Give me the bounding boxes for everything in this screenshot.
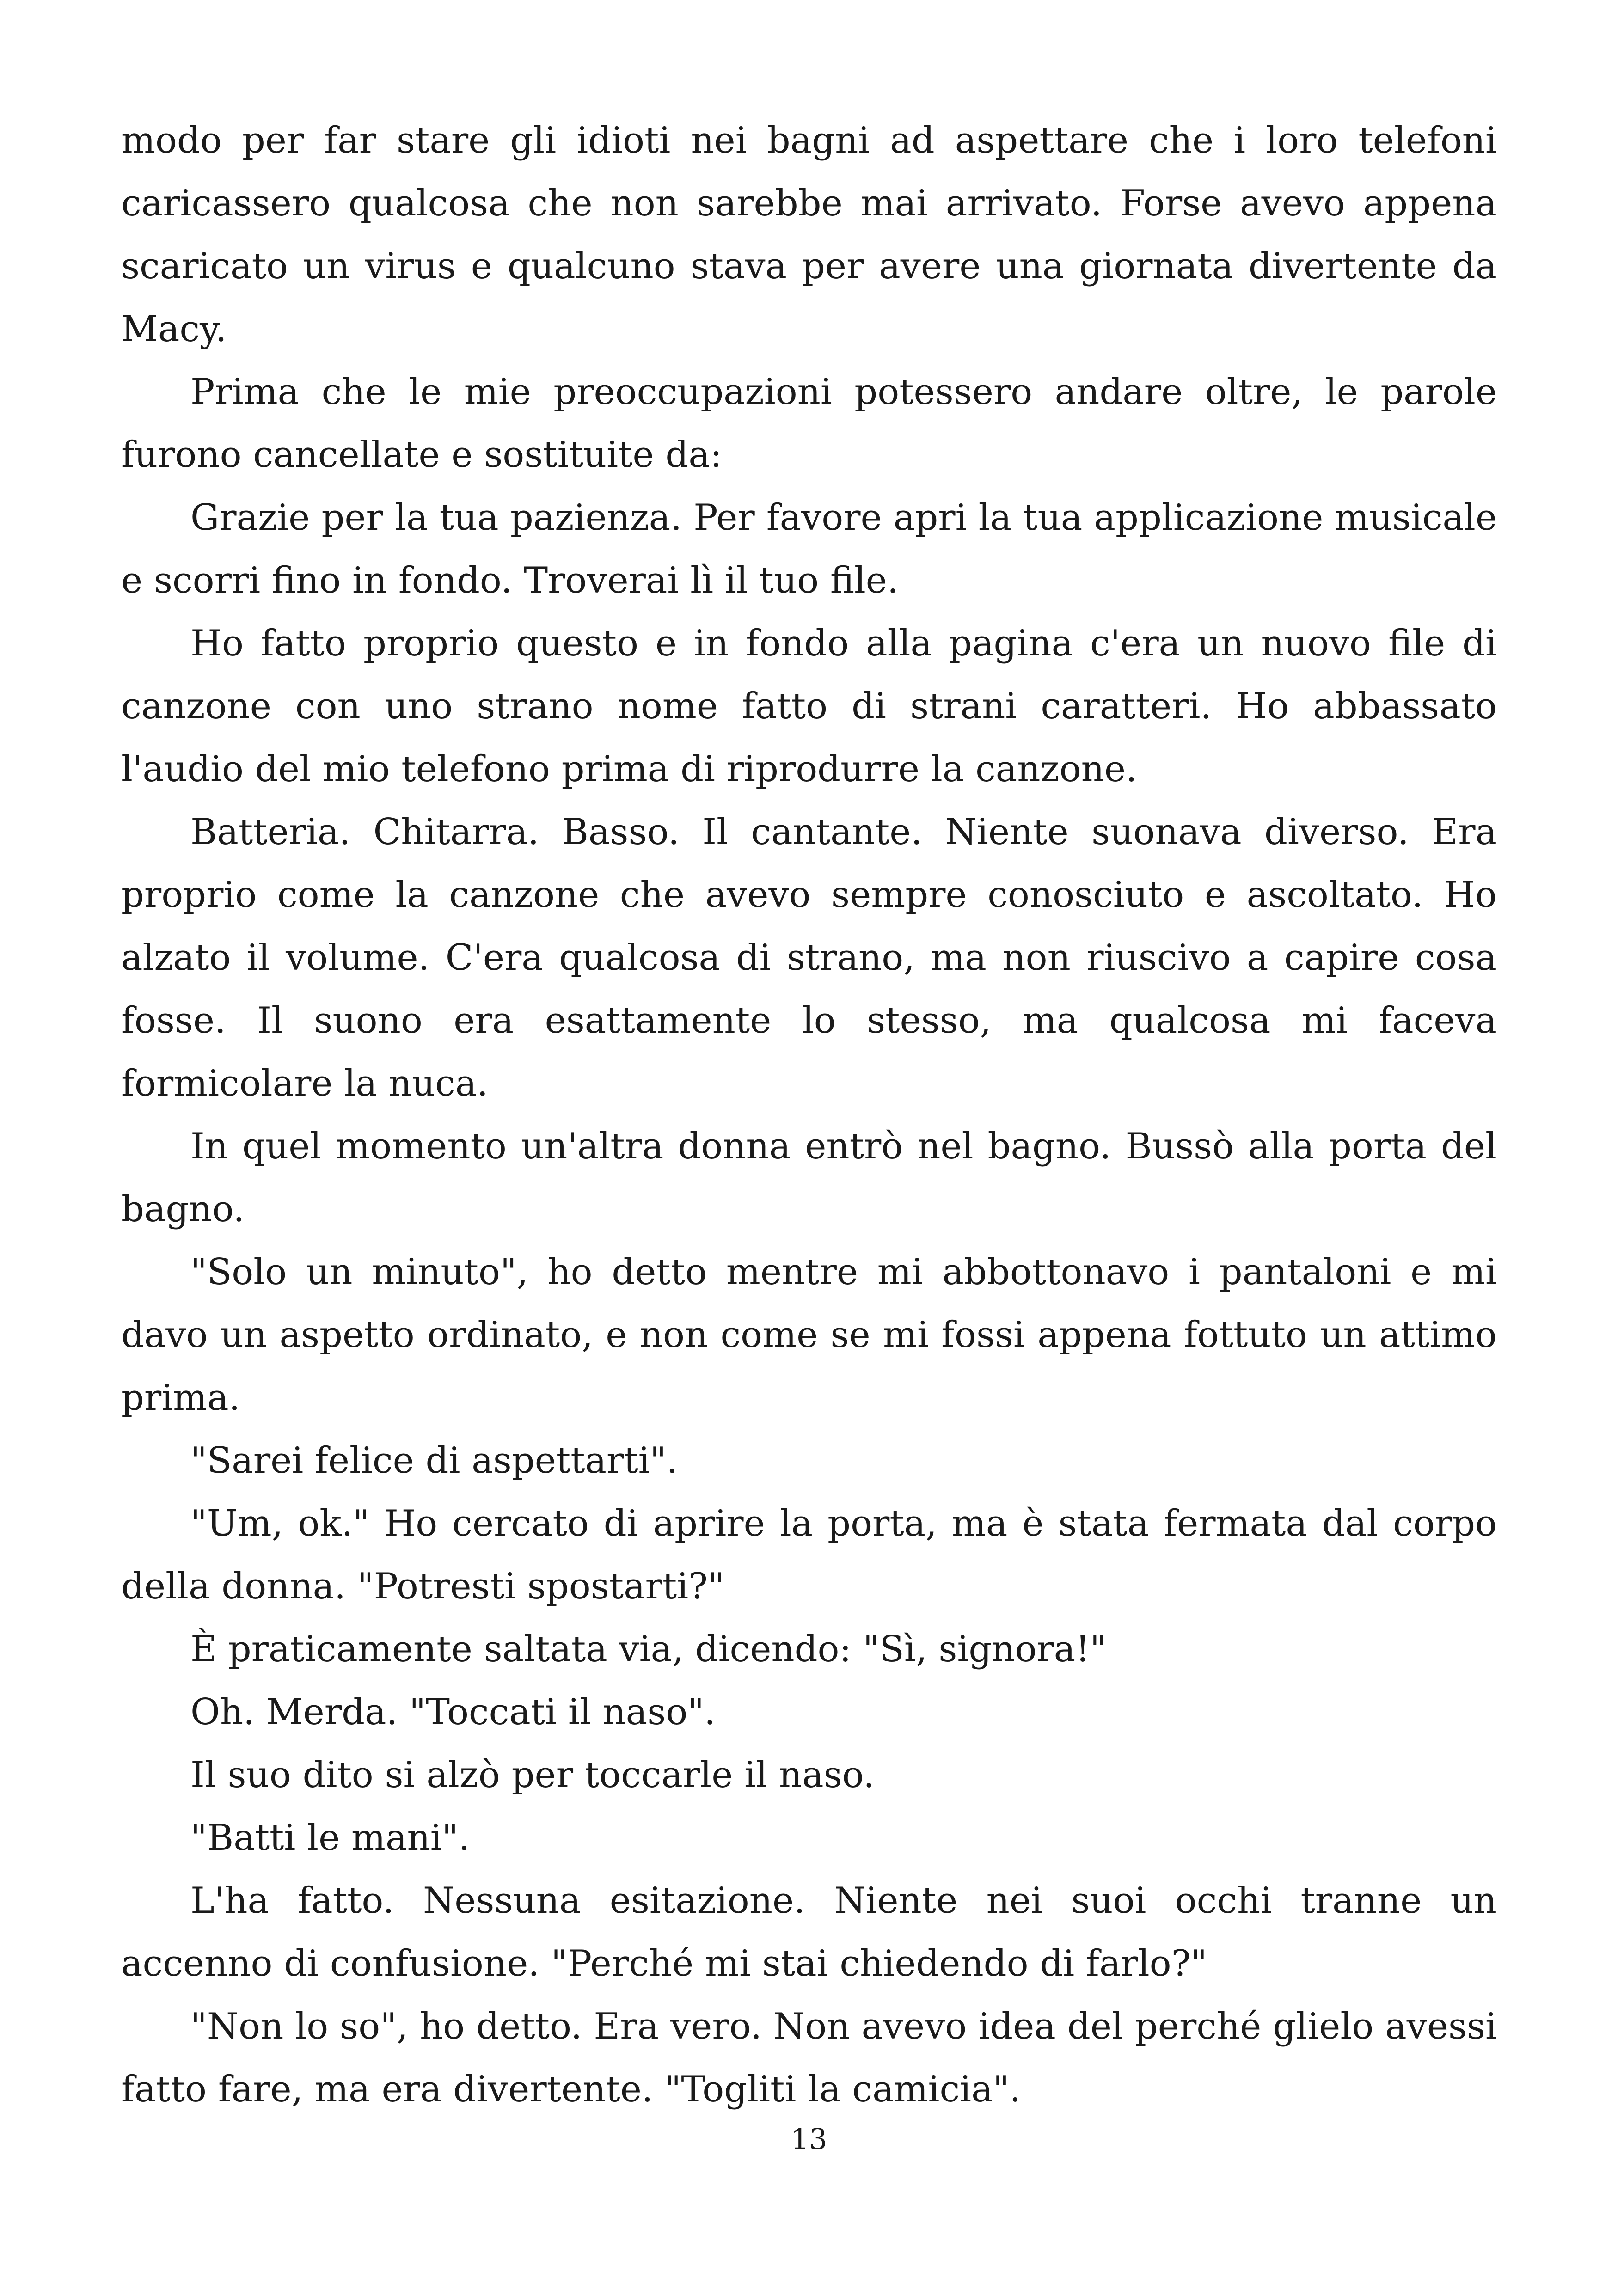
paragraph: Batteria. Chitarra. Basso. Il cantante. Niente suonava diverso. Era proprio come la canzone che avevo sempre conosciuto e ascoltato. Ho alzato il volume. C'era qualcosa di strano, ma non riuscivo a capire cosa fosse. Il suono era esattamente lo stesso, ma qualcosa mi faceva formicolare la nuca. <box>121 811 1497 1104</box>
paragraph: È praticamente saltata via, dicendo: "Sì, signora!" <box>190 1629 1107 1670</box>
paragraph: Oh. Merda. "Toccati il naso". <box>190 1691 716 1733</box>
paragraph: In quel momento un'altra donna entrò nel bagno. Bussò alla porta del bagno. <box>121 1126 1497 1230</box>
paragraph: Grazie per la tua pazienza. Per favore apri la tua applicazione musicale e scorri fino in fondo. Troverai lì il tuo file. <box>121 497 1497 601</box>
paragraph: "Non lo so", ho detto. Era vero. Non avevo idea del perché glielo avessi fatto fare, ma era divertente. "Togliti la camicia". <box>121 2006 1497 2110</box>
paragraph: Ho fatto proprio questo e in fondo alla pagina c'era un nuovo file di canzone con uno strano nome fatto di strani caratteri. Ho abbassato l'audio del mio telefono prima di riprodurre la canzone. <box>121 623 1497 790</box>
paragraph: Il suo dito si alzò per toccarle il naso. <box>190 1754 875 1796</box>
paragraph: "Batti le mani". <box>190 1817 470 1859</box>
paragraph: "Solo un minuto", ho detto mentre mi abbottonavo i pantaloni e mi davo un aspetto ordinato, e non come se mi fossi appena fottuto un attimo prima. <box>121 1251 1497 1419</box>
paragraph: "Sarei felice di aspettarti". <box>190 1440 678 1482</box>
paragraph: modo per far stare gli idioti nei bagni ad aspettare che i loro telefoni caricassero qualcosa che non sarebbe mai arrivato. Forse avevo appena scaricato un virus e qualcuno stava per avere una giornata divertente da Macy. <box>121 120 1497 350</box>
body-text <box>121 109 1497 2121</box>
paragraph: L'ha fatto. Nessuna esitazione. Niente nei suoi occhi tranne un accenno di confusione. "Perché mi stai chiedendo di farlo?" <box>121 1880 1497 1984</box>
page-number: 13 <box>791 2122 827 2156</box>
paragraph: Prima che le mie preoccupazioni potessero andare oltre, le parole furono cancellate e sostituite da: <box>121 371 1497 476</box>
paragraph: "Um, ok." Ho cercato di aprire la porta, ma è stata fermata dal corpo della donna. "Potresti spostarti?" <box>121 1503 1497 1607</box>
